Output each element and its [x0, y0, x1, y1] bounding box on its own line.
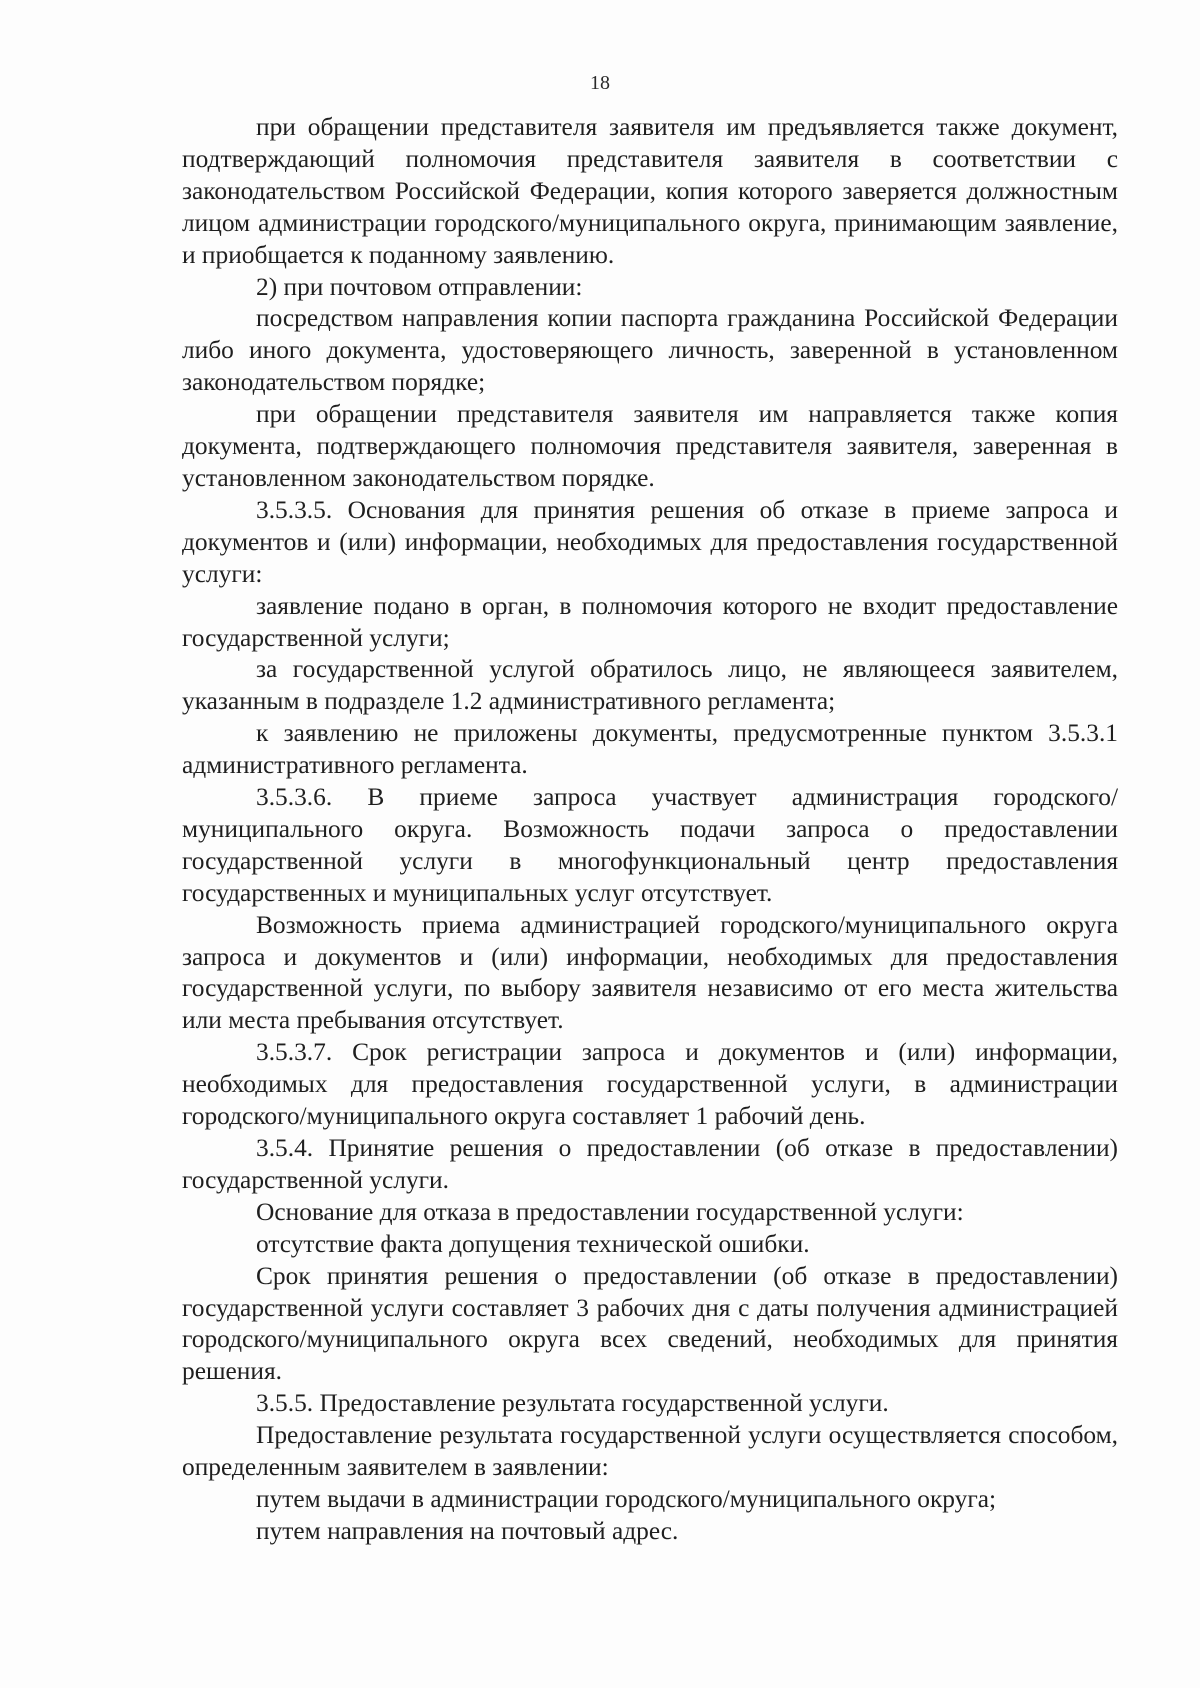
paragraph: Предоставление результата государственной услуги осуществляется способом, определенным заявителем в заявлении:: [182, 1421, 1118, 1482]
paragraph: Срок принятия решения о предоставлении (об отказе в предоставлении) государственной услуги составляет 3 рабочих дня с даты получения администрацией городского/муниципального округа всех сведений, необходимых для принятия решения.: [182, 1261, 1118, 1386]
paragraph: за государственной услугой обратилось лицо, не являющееся заявителем, указанным в подразделе 1.2 административного регламента;: [182, 655, 1118, 716]
paragraph: Возможность приема администрацией городского/муниципального округа запроса и документов и (или) информации, необходимых для предоставления государственной услуги, по выбору заявителя независимо от его места жительства или места пребывания отсутствует.: [182, 910, 1118, 1035]
paragraph: 3.5.3.6. В приеме запроса участвует администрация городского/муниципального округа. Возможность подачи запроса о предоставлении государственной услуги в многофункциональный центр предоставления государственных и муниципальных услуг отсутствует.: [182, 783, 1118, 907]
paragraph: путем направления на почтовый адрес.: [256, 1516, 679, 1545]
paragraph: 3.5.3.5. Основания для принятия решения об отказе в приеме запроса и документов и (или) информации, необходимых для предоставления государственной услуги:: [182, 495, 1118, 588]
page-number: 18: [590, 72, 610, 94]
paragraph: к заявлению не приложены документы, предусмотренные пунктом 3.5.3.1 административного регламента.: [182, 719, 1118, 780]
paragraph: при обращении представителя заявителя им предъявляется также документ, подтверждающий полномочия представителя заявителя в соответствии с законодательством Российской Федерации, копия которого заверяется должностным лицом администрации городского/муниципального округа, принимающим заявление, и приобщается к поданному заявлению.: [182, 113, 1118, 269]
paragraph: 3.5.5. Предоставление результата государственной услуги.: [256, 1389, 889, 1418]
paragraph: заявление подано в орган, в полномочия которого не входит предоставление государственной услуги;: [182, 591, 1118, 652]
paragraph: Основание для отказа в предоставлении государственной услуги:: [256, 1197, 964, 1226]
paragraph: при обращении представителя заявителя им направляется также копия документа, подтверждающего полномочия представителя заявителя, заверенная в установленном законодательством порядке.: [182, 400, 1118, 492]
paragraph: путем выдачи в администрации городского/муниципального округа;: [256, 1484, 997, 1513]
paragraph: 3.5.3.7. Срок регистрации запроса и документов и (или) информации, необходимых для предоставления государственной услуги, в администрации городского/муниципального округа составляет 1 рабочий день.: [182, 1038, 1118, 1131]
paragraph: 3.5.4. Принятие решения о предоставлении (об отказе в предоставлении) государственной услуги.: [182, 1134, 1118, 1194]
paragraph: посредством направления копии паспорта гражданина Российской Федерации либо иного документа, удостоверяющего личность, заверенной в установленном законодательством порядке;: [182, 304, 1118, 397]
paragraph: отсутствие факта допущения технической ошибки.: [256, 1229, 810, 1258]
paragraph: 2) при почтовом отправлении:: [256, 272, 583, 301]
document-body: [182, 112, 1118, 1548]
